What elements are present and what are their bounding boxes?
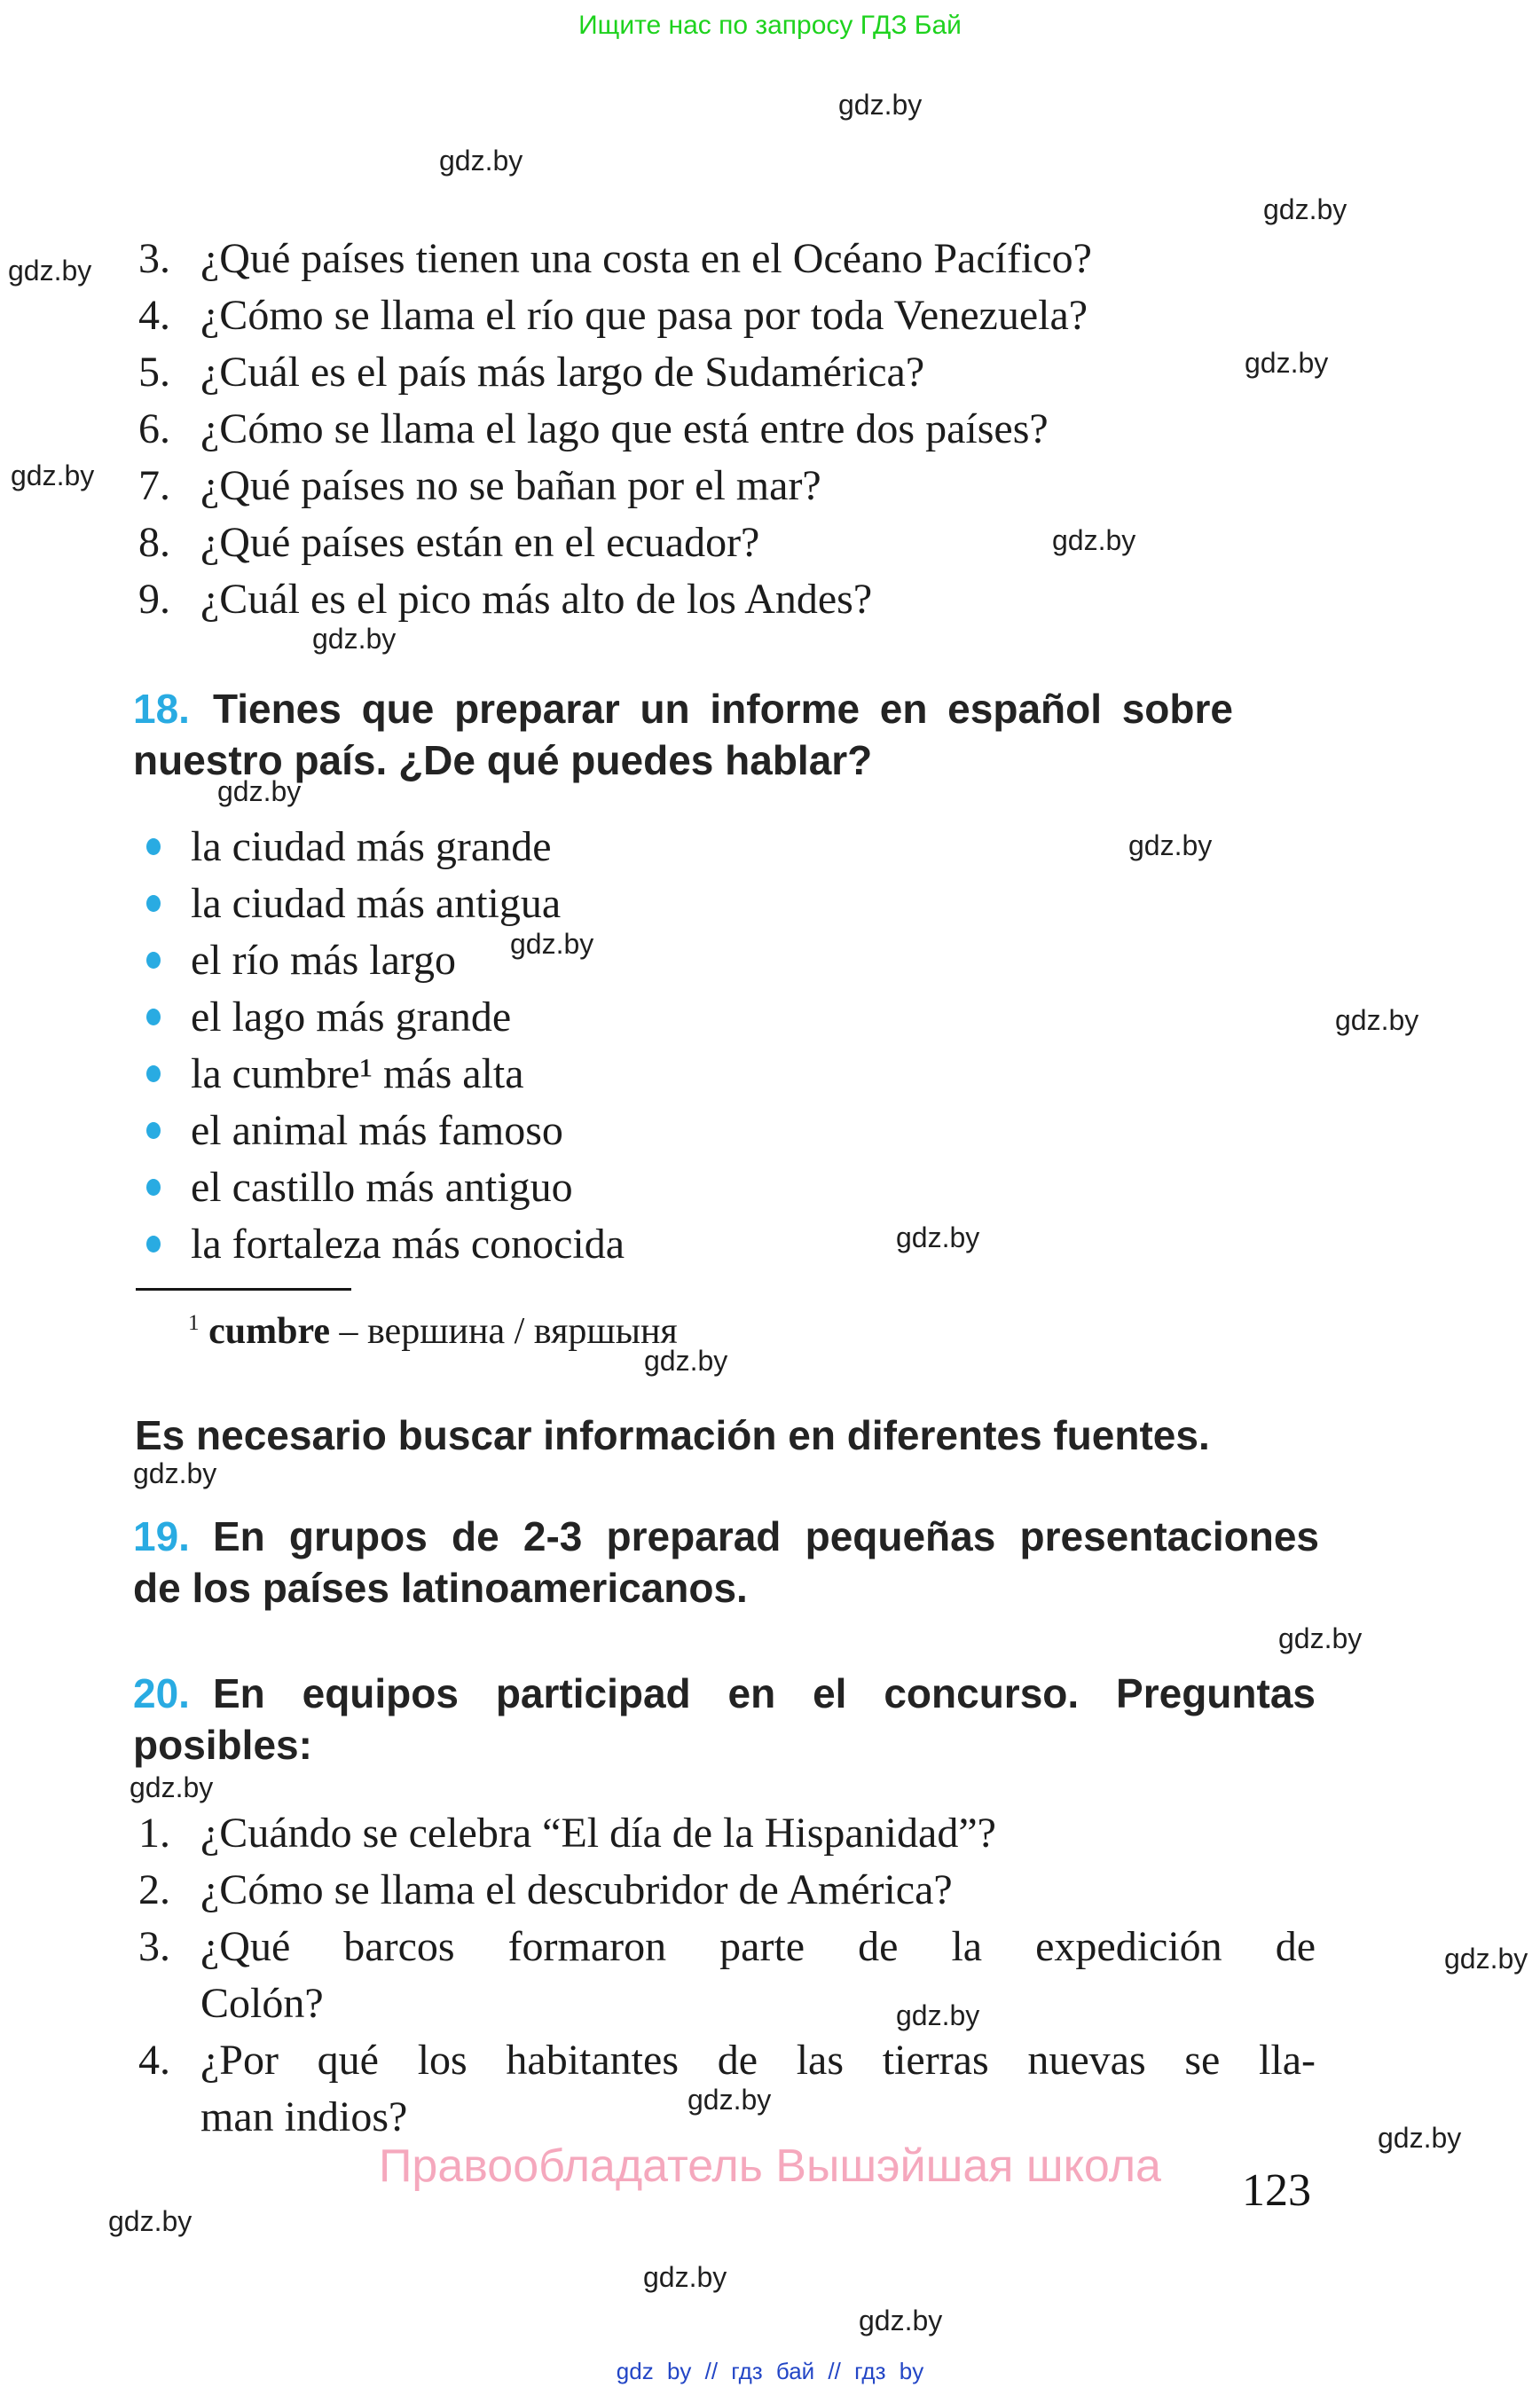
task-18-block [133,683,1233,786]
question-text-line: ¿Cuál es el país más largo de Sudamérica? [200,349,925,396]
bullet-dot-icon [146,838,161,855]
watermark-text: gdz.by [8,255,92,287]
watermark-text: gdz.by [133,1457,217,1489]
page-number: 123 [1242,2165,1311,2216]
watermark-text: gdz.by [896,1999,980,2031]
task-number: 18. [133,686,190,732]
question-list-bottom [138,1805,1316,2146]
bullet-text: el lago más grande [191,993,512,1041]
question-text-line: man indios? [200,2093,408,2140]
question-number: 2. [138,1866,170,1913]
question-number: 9. [138,576,170,623]
watermark-text: gdz.by [510,928,594,960]
question-text-line: Colón? [200,1980,324,2027]
bullet-item [146,989,625,1046]
question-text-line: ¿Qué países no se bañan por el mar? [200,462,821,509]
question-text-line: ¿Qué barcos formaron parte de la expedición de [200,1923,1316,1970]
watermark-text: gdz.by [1378,2122,1462,2154]
watermark-text: gdz.by [859,2305,943,2336]
task-text-line: de los países latinoamericanos. [133,1565,748,1611]
watermark-text: gdz.by [688,2084,772,2116]
task-text: Tienes que preparar un informe en español sobre [212,686,1233,732]
statement-bold: Es necesario buscar información en diferentes fuentes. [135,1412,1210,1458]
question-number: 5. [138,349,170,396]
bullet-item [146,1159,625,1216]
question-text-line: ¿Cómo se llama el lago que está entre dos países? [200,405,1049,452]
bullet-text: la cumbre¹ más alta [191,1050,524,1097]
task-text-line: nuestro país. ¿De qué puedes hablar? [133,737,873,783]
footnote-term: cumbre [208,1311,330,1352]
footer-links[interactable]: gdz by // гдз бай // гдз by [616,2358,924,2384]
task-number: 19. [133,1513,190,1559]
bullet-item [146,876,625,932]
watermark-text: gdz.by [1263,193,1348,225]
question-item [138,458,1316,514]
bullet-item [146,932,625,989]
task-text: En grupos de 2-3 preparad pequeñas presentaciones [212,1513,1319,1559]
bullet-dot-icon [146,1065,161,1082]
question-item [138,231,1316,287]
question-text-line: ¿Qué países tienen una costa en el Océano Pacífico? [200,235,1092,282]
watermark-text: gdz.by [1335,1004,1419,1036]
bullet-text: el animal más famoso [191,1107,563,1154]
bullet-dot-icon [146,1122,161,1139]
bullet-text: el río más largo [191,937,457,984]
watermark-text: gdz.by [838,89,923,121]
question-text-line: ¿Cómo se llama el río que pasa por toda Venezuela? [200,292,1088,339]
task-20-block [133,1668,1316,1771]
question-item [138,344,1316,401]
bullet-dot-icon [146,1179,161,1196]
question-number: 8. [138,519,170,566]
watermark-text: gdz.by [439,145,523,177]
watermark-text: gdz.by [644,1345,728,1377]
question-item [138,1862,1316,1919]
bullet-text: el castillo más antiguo [191,1164,573,1211]
footnote-divider [136,1288,351,1291]
question-number: 7. [138,462,170,509]
bullet-dot-icon [146,952,161,969]
task-text: En equipos participad en el concurso. Preguntas [212,1670,1316,1716]
bullet-text: la fortaleza más conocida [191,1221,625,1268]
watermark-text: gdz.by [217,775,302,807]
bullet-item [146,1046,625,1103]
bullet-item [146,1103,625,1159]
watermark-text: gdz.by [1052,524,1136,556]
task-number: 20. [133,1670,190,1716]
footnote-text: – вершина / вяршыня [329,1311,678,1352]
footer-copyright: Правообладатель Вышэйшая школа [379,2140,1161,2192]
watermark-text: gdz.by [1278,1622,1363,1654]
question-number: 1. [138,1810,170,1857]
question-text-line: ¿Qué países están en el ecuador? [200,519,760,566]
bullet-text: la ciudad más antigua [191,880,562,927]
task-text-line: posibles: [133,1722,312,1768]
watermark-text: gdz.by [1444,1943,1528,1975]
question-text-line: ¿Cómo se llama el descubridor de América? [200,1866,953,1913]
question-number: 3. [138,235,170,282]
question-number: 4. [138,2037,170,2084]
bullet-text: la ciudad más grande [191,823,552,870]
bullet-dot-icon [146,1009,161,1025]
question-item [138,1805,1316,1862]
question-text-line: ¿Por qué los habitantes de las tierras nuevas se lla- [200,2037,1316,2084]
question-item [138,514,1316,571]
watermark-text: gdz.by [130,1771,214,1803]
watermark-text: gdz.by [896,1221,980,1253]
bullet-item [146,819,625,876]
footnote [188,1299,678,1356]
question-number: 3. [138,1923,170,1970]
watermark-text: gdz.by [1245,347,1329,379]
question-item [138,2032,1316,2146]
question-item [138,401,1316,458]
question-item [138,1919,1316,2032]
bullet-dot-icon [146,1236,161,1253]
watermark-text: gdz.by [312,623,397,655]
question-number: 6. [138,405,170,452]
question-text-line: ¿Cuándo se celebra “El día de la Hispanidad”? [200,1810,996,1857]
watermark-text: gdz.by [108,2205,192,2237]
task-text-line [133,683,1233,734]
footnote-superscript: 1 [188,1311,200,1335]
task-text-line [133,1511,1319,1562]
task-19-block [133,1511,1319,1614]
task-text-line [133,1668,1316,1719]
question-item [138,287,1316,344]
question-item [138,571,1316,628]
bullet-item [146,1216,625,1273]
question-list-top [138,231,1316,628]
bullet-dot-icon [146,895,161,912]
question-number: 4. [138,292,170,339]
top-banner-text: Ищите нас по запросу ГДЗ Бай [578,11,962,40]
watermark-text: gdz.by [11,459,95,491]
bullet-list [146,819,625,1273]
watermark-text: gdz.by [1128,829,1213,861]
question-text-line: ¿Cuál es el pico más alto de los Andes? [200,576,873,623]
watermark-text: gdz.by [643,2261,727,2293]
